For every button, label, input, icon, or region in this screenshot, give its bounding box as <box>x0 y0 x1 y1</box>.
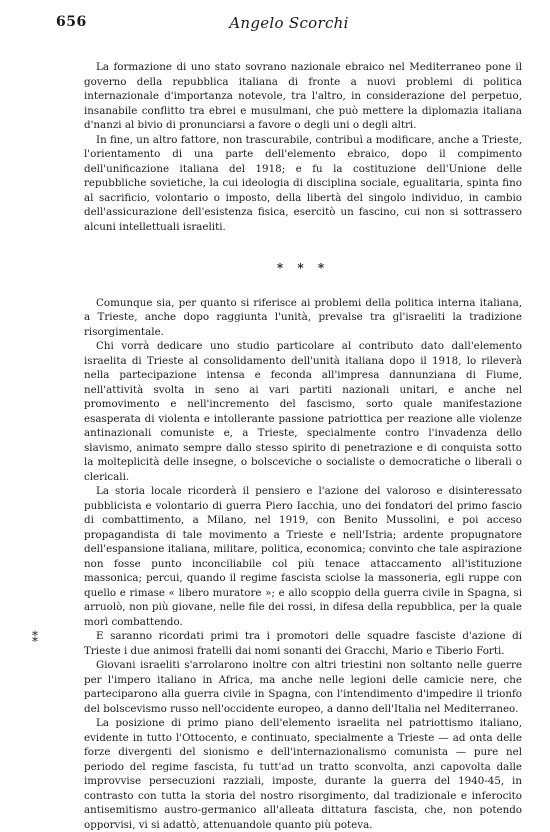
paragraph: La storia locale ricorderà il pensiero e l'azione del valoroso e disinteressato pubblicista e volontario di guerra Piero Iacchia, uno dei fondatori del primo fascio di combattimento, a Milano, nel 1919, con Benito Mussolini, e poi acceso propagandista di tale movimento a Trieste e nell'Istria; ardente propugnatore dell'espansione italiana, militare, politica, economica; convinto che tale aspirazione non fosse punto inconciliabile col più tenace attaccamento all'istituzione massonica; percui, quando il regime fascista sciolse la massoneria, egli ruppe con quello e rimase « libero muratore »; e allo scoppio della guerra civile in Spagna, si arruolò, non più giovane, nelle file dei rossi, in difesa della repubblica, per la quale morì combattendo. <box>84 485 522 628</box>
page-header <box>56 14 522 34</box>
paragraph: La posizione di primo piano dell'elemento israelita nel patriottismo italiano, evidente in tutto l'Ottocento, e continuato, specialmente a Trieste — ad onta delle forze divergenti del sionismo e dell'internazionalismo comunista — pure nel periodo del regime fascista, fu tutt'ad un tratto sconvolta, anzi capovolta dalle improvvise persecuzioni razziali, imposte, durante la guerra del 1940-45, in contrasto con tutta la storia del nostro risorgimento, dal tradizionale e inferocito antisemitismo austro-germanico all'alleata dittatura fascista, che, non potendo opporvisi, vi si adattò, attenuandole quanto più poteva. <box>84 717 522 831</box>
paragraph: Comunque sia, per quanto si riferisce ai problemi della politica interna italiana, a Trieste, anche dopo raggiunta l'unità, prevalse tra gl'israeliti la tradizione risorgimentale. <box>84 296 522 338</box>
running-head: Angelo Scorchi <box>229 14 349 32</box>
page-number: 656 <box>56 14 87 30</box>
margin-annotation-mark: ⁑ <box>32 631 38 645</box>
body-text <box>84 60 522 832</box>
section-separator: * * * <box>276 261 330 275</box>
paragraph: E saranno ricordati primi tra i promotori delle squadre fasciste d'azione di Trieste i due animosi fratelli dai nomi sonanti dei Gracchi, Mario e Tiberio Forti. <box>84 630 522 657</box>
paragraph: Chi vorrà dedicare uno studio particolare al contributo dato dall'elemento israelita di Trieste al consolidamento dell'unità italiana dopo il 1918, lo rileverà nella partecipazione intensa e feconda all'impresa dannunziana di Fiume, nell'attività svolta in seno ai vari partiti nazionali unitari, e anche nel promovimento e nell'incremento del fascismo, sorto quale manifestazione esasperata di violenta e intollerante passione patriottica per reazione alle violenze antinazionali comuniste e, a Trieste, specialmente contro l'invadenza dello slavismo, animato sempre dallo stesso spirito di penetrazione e di conquista sotto la molteplicità delle insegne, o bolsceviche o socialiste o democratiche o liberali o clericali. <box>84 340 522 483</box>
paragraph: In fine, un altro fattore, non trascurabile, contribuì a modificare, anche a Trieste, l'orientamento di una parte dell'elemento ebraico, dopo il compimento dell'unificazione italiana del 1918; e fu la costituzione dell'Unione delle repubbliche sovietiche, la cui ideologia di disciplina sociale, egualitaria, spinta fino al sacrificio, volontario o imposto, della libertà del singolo individuo, in cambio dell'assicurazione dell'esistenza fisica, esercitò un fascino, cui non si sottrassero alcuni intellettuali israeliti. <box>84 133 522 233</box>
paragraph: La formazione di uno stato sovrano nazionale ebraico nel Mediterraneo pone il governo della repubblica italiana di fronte a nuovi problemi di politica internazionale d'importanza notevole, tra l'altro, in considerazione del perpetuo, insanabile conflitto tra ebrei e musulmani, che può mettere la diplomazia italiana d'nanzi al bivio di pronunciarsi a favore o degli uni o degli altri. <box>84 61 522 131</box>
paragraph: Giovani israeliti s'arrolarono inoltre con altri triestini non soltanto nelle guerre per l'impero italiano in Africa, ma anche nelle legioni delle camicie nere, che parteciparono alla guerra civile in Spagna, con l'intendimento d'impedire il trionfo del bolscevismo russo nell'occidente europeo, a danno dell'Italia nel Mediterraneo. <box>84 659 522 715</box>
